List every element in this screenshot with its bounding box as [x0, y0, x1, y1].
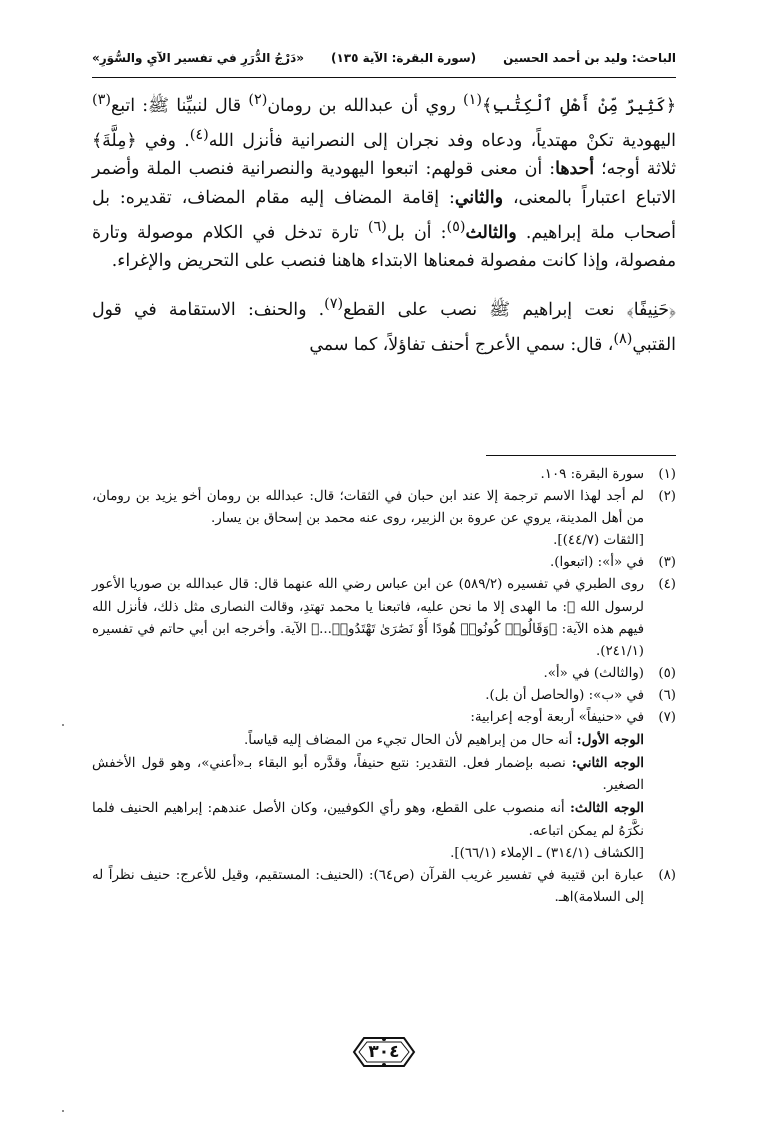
text-run: قال لنبيِّنا ﷺ: اتبع — [111, 95, 249, 116]
footnote-subitem-label: الوجه الأول: — [576, 732, 644, 749]
header-reference: (سورة البقرة: الآية ١٣٥) — [330, 51, 477, 65]
footnote — [92, 663, 676, 685]
footnote-ref: (١) — [463, 92, 482, 108]
footnote — [92, 685, 676, 707]
footnote-source: [الكشاف (٣١٤/١) ـ الإملاء (٦٦/١)]. — [450, 845, 644, 861]
footnote-number: (٤) — [658, 577, 676, 593]
footnote-source: [الثقات (٤٤/٧)]. — [553, 533, 644, 549]
text-run: : إقامة المضاف إليه مقام المضاف، تقديره: بل أصحاب ملة إبراهيم. — [92, 187, 676, 243]
footnote-text: في «ب»: (والحاصل أن بل). — [485, 687, 644, 703]
footnote-number: (٧) — [658, 710, 676, 726]
footnote-text: عبارة ابن قتيبة في تفسير غريب القرآن (ص٦٤): (الحنيف: المستقيم، وقيل للأعرج: حنيف نظراً له إلى السلامة)اهـ. — [92, 867, 644, 905]
margin-mark — [62, 1110, 64, 1112]
page-number: ٣٠٤ — [368, 1042, 400, 1062]
footnote-number: (١) — [658, 467, 676, 482]
footnote-subitem-text: نصبه بإضمار فعل. التقدير: نتبع حنيفاً، وقدَّره أبو البقاء بـ«أعني»، وهو قول الأخفش الصغير. — [92, 756, 644, 794]
bold-term: والثالث — [465, 222, 517, 243]
footnote-ref: (٦) — [367, 218, 387, 235]
footnote — [92, 574, 676, 662]
footnote-ref: (٨) — [613, 330, 633, 347]
footnote-text: لم أجد لهذا الاسم ترجمة إلا عند ابن حبان في الثقات؛ قال: عبدالله بن رومان أخو يزيد بن رومان، من أهل المدينة، يروي عن عروة بن الزبير، روى عنه محمد بن إسحاق بن يسار. — [92, 489, 644, 527]
footnote-number: (٣) — [658, 555, 676, 571]
text-run: : أن معنى قولهم: اتبعوا اليهودية والنصرانية فنصب الملة وأضمر الاتباع اعتباراً بالمعنى، — [92, 159, 676, 208]
footnote-ref: (٥) — [446, 218, 466, 235]
margin-mark — [62, 724, 64, 726]
header-book-title: «دَرْجُ الدُّرَرِ في تفسير الآيِ والسُّوَرِ» — [92, 51, 304, 65]
footnote-ref: (٢) — [248, 92, 268, 108]
text-run: اليهودية تكنْ مهتدياً، ودعاه وفد نجران إلى النصرانية فأنزل الله — [208, 130, 676, 151]
paragraph-1 — [92, 86, 676, 276]
text-run: تارة تدخل في الكلام موصولة وتارة مفصولة، وإذا كانت مفصولة فمعناها الابتداء هاهنا فنصب على التحريض والإغراء. — [92, 222, 676, 272]
footnote-subitem-text: أنه منصوب على القطع، وهو رأي الكوفيين، وكان الأصل عندهم: إبراهيم الحنيف فلما نكَّرَهُ لم يمكن اتباعه. — [92, 801, 644, 839]
quran-quote: ﴿كَثِيرٌ مِّنْ أَهْلِ ٱلْكِتَٰبِ﴾ — [482, 95, 676, 116]
footnotes — [92, 464, 676, 909]
text-run: ، قال: سمي الأعرج أحنف تفاؤلاً، كما سمي — [309, 334, 614, 355]
text-run: . وفي — [136, 130, 190, 151]
footnote-subitem-label: الوجه الثاني: — [571, 755, 644, 772]
footnote-subitem-text: أنه حال من إبراهيم لأن الحال تجيء من المضاف إليه قياساً. — [244, 733, 577, 749]
footnote — [92, 707, 676, 865]
text-run: : أن بل — [386, 222, 447, 243]
footnote-text: في «حنيفاً» أربعة أوجه إعرابية: — [470, 710, 644, 726]
header-author: الباحث: وليد بن أحمد الحسين — [503, 51, 676, 65]
footnote-separator — [486, 455, 676, 456]
footnote-text: في «أ»: (اتبعوا). — [550, 555, 644, 571]
text-run: . والحنف: الاستقامة في قول القتبي — [92, 299, 676, 355]
footnote — [92, 865, 676, 909]
footnote-number: (٥) — [658, 665, 676, 681]
footnote-ref: (٤) — [189, 126, 209, 143]
text-run: ثلاثة أوجه؛ — [594, 159, 676, 180]
footnote-text: (والثالث) في «أ». — [543, 665, 644, 681]
bold-term: أحدها — [555, 159, 595, 180]
paragraph-2 — [92, 290, 676, 359]
footnote-number: (٨) — [658, 867, 676, 883]
footnote — [92, 552, 676, 574]
page-number-badge — [352, 1036, 416, 1068]
quran-quote: ﴿حَنِيفًا﴾ — [626, 299, 676, 320]
text-run: روي أن عبدالله بن رومان — [267, 95, 463, 116]
header-rule — [92, 77, 676, 78]
text-run: نعت إبراهيم ﷺ نصب على القطع — [343, 299, 627, 320]
footnote — [92, 486, 676, 552]
footnote-number: (٢) — [658, 489, 676, 505]
footnote-subitem — [92, 729, 644, 752]
footnote-subitem-label: الوجه الثالث: — [569, 800, 644, 817]
running-header — [92, 44, 676, 72]
footnote — [92, 464, 676, 486]
footnote-ref: (٣) — [92, 92, 111, 108]
footnote-ref: (٧) — [324, 296, 344, 313]
bold-term: والثاني — [454, 187, 503, 208]
main-text — [92, 86, 676, 359]
footnote-subitem — [92, 752, 644, 797]
footnote-subitem — [92, 797, 644, 842]
footnote-text: روى الطبري في تفسيره (٥٨٩/٢) عن ابن عباس رضي الله عنهما قال: قال عبدالله بن صوريا الأعور لرسول الله ﷺ: ما الهدى إلا ما نحن عليه، فاتبعنا يا محمد تهتدِ، وقالت النصارى مثل ذلك، فأنزل الله فيهم هذه الآية: ﴿وَقَالُوا۟ كُونُوا۟ هُودًا أَوْ نَصَٰرَىٰ تَهْتَدُوا۟...﴾ الآية. وأخرجه ابن أبي حاتم في تفسيره (٢٤١/١). — [92, 577, 645, 659]
footnote-text: سورة البقرة: ١٠٩. — [540, 467, 644, 482]
footnote-number: (٦) — [658, 687, 676, 703]
quran-quote: ﴿مِلَّةَ﴾ — [92, 130, 137, 151]
